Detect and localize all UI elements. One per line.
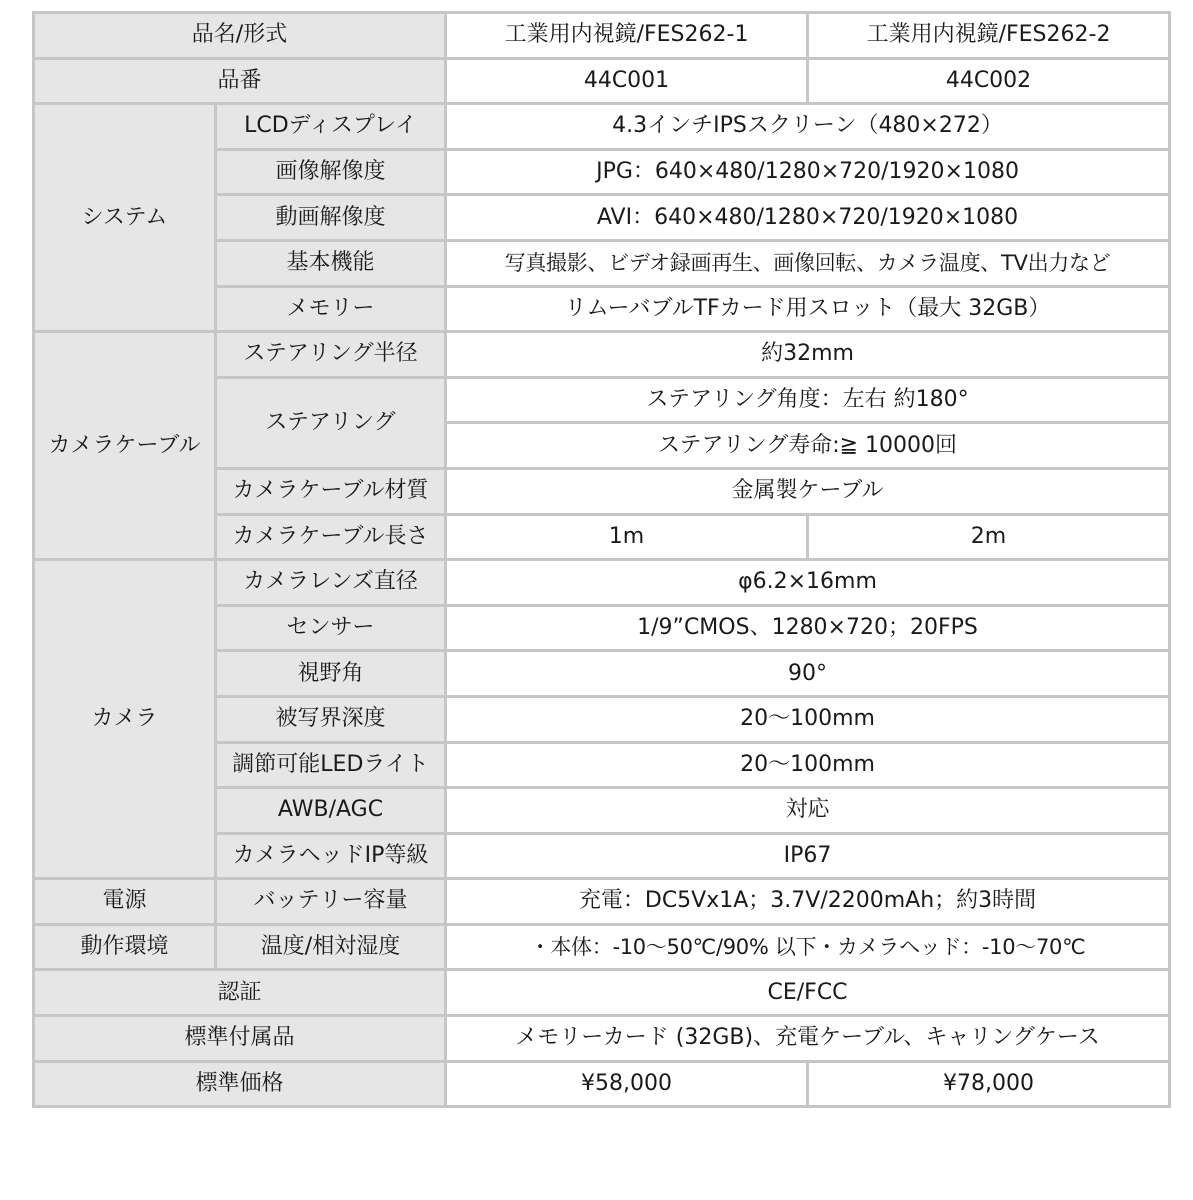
depth-of-field-label: 被写界深度 [216, 696, 446, 742]
camera-group-label: カメラ [34, 560, 216, 879]
camera-head-ip-value: IP67 [446, 833, 1170, 879]
steering-label: ステアリング [216, 377, 446, 468]
cable-material-label: カメラケーブル材質 [216, 468, 446, 514]
cable-length-label: カメラケーブル長さ [216, 514, 446, 560]
power-group-label: 電源 [34, 879, 216, 925]
lens-diameter-label: カメラレンズ直径 [216, 560, 446, 606]
spec-row [34, 104, 1170, 150]
cable-length-2: 2m [808, 514, 1170, 560]
camera-cable-group-label: カメラケーブル [34, 332, 216, 560]
lcd-display-value: 4.3インチIPSスクリーン（480×272） [446, 104, 1170, 150]
memory-label: メモリー [216, 286, 446, 332]
steering-angle-value: ステアリング角度：左右 約180° [446, 377, 1170, 423]
spec-row [34, 879, 1170, 925]
awb-agc-label: AWB/AGC [216, 788, 446, 834]
depth-of-field-value: 20～100mm [446, 696, 1170, 742]
camera-head-ip-label: カメラヘッドIP等級 [216, 833, 446, 879]
spec-table [32, 11, 1171, 1108]
spec-row [34, 924, 1170, 970]
battery-capacity-value: 充電：DC5Vx1A；3.7V/2200mAh；約3時間 [446, 879, 1170, 925]
price-1: ¥58,000 [446, 1061, 808, 1107]
sensor-value: 1/9”CMOS、1280×720；20FPS [446, 605, 1170, 651]
spec-row [34, 970, 1170, 1016]
certification-value: CE/FCC [446, 970, 1170, 1016]
battery-capacity-label: バッテリー容量 [216, 879, 446, 925]
system-group-label: システム [34, 104, 216, 332]
cable-material-value: 金属製ケーブル [446, 468, 1170, 514]
spec-row [34, 560, 1170, 606]
part-number-1: 44C001 [446, 58, 808, 104]
part-number-label: 品番 [34, 58, 446, 104]
image-resolution-value: JPG：640×480/1280×720/1920×1080 [446, 149, 1170, 195]
model-header-label: 品名/形式 [34, 13, 446, 59]
basic-functions-value: 写真撮影、ビデオ録画再生、画像回転、カメラ温度、TV出力など [446, 240, 1170, 286]
certification-label: 認証 [34, 970, 446, 1016]
awb-agc-value: 対応 [446, 788, 1170, 834]
operating-env-group-label: 動作環境 [34, 924, 216, 970]
spec-row [34, 58, 1170, 104]
spec-row [34, 13, 1170, 59]
temp-humidity-label: 温度/相対湿度 [216, 924, 446, 970]
steering-radius-label: ステアリング半径 [216, 332, 446, 378]
memory-value: リムーバブルTFカード用スロット（最大 32GB） [446, 286, 1170, 332]
spec-row [34, 332, 1170, 378]
temp-humidity-value: ・本体：-10～50℃/90% 以下・カメラヘッド：-10～70℃ [446, 924, 1170, 970]
standard-price-label: 標準価格 [34, 1061, 446, 1107]
field-of-view-label: 視野角 [216, 651, 446, 697]
cable-length-1: 1m [446, 514, 808, 560]
basic-functions-label: 基本機能 [216, 240, 446, 286]
adjustable-led-value: 20～100mm [446, 742, 1170, 788]
adjustable-led-label: 調節可能LEDライト [216, 742, 446, 788]
accessories-value: メモリーカード (32GB)、充電ケーブル、キャリングケース [446, 1016, 1170, 1062]
video-resolution-label: 動画解像度 [216, 195, 446, 241]
image-resolution-label: 画像解像度 [216, 149, 446, 195]
model-fes262-2: 工業用内視鏡/FES262-2 [808, 13, 1170, 59]
part-number-2: 44C002 [808, 58, 1170, 104]
video-resolution-value: AVI：640×480/1280×720/1920×1080 [446, 195, 1170, 241]
accessories-label: 標準付属品 [34, 1016, 446, 1062]
spec-table-body [34, 13, 1170, 1107]
spec-row [34, 1061, 1170, 1107]
lcd-display-label: LCDディスプレイ [216, 104, 446, 150]
model-fes262-1: 工業用内視鏡/FES262-1 [446, 13, 808, 59]
price-2: ¥78,000 [808, 1061, 1170, 1107]
sensor-label: センサー [216, 605, 446, 651]
field-of-view-value: 90° [446, 651, 1170, 697]
steering-radius-value: 約32mm [446, 332, 1170, 378]
steering-lifespan-value: ステアリング寿命:≧ 10000回 [446, 423, 1170, 469]
lens-diameter-value: φ6.2×16mm [446, 560, 1170, 606]
spec-row [34, 1016, 1170, 1062]
